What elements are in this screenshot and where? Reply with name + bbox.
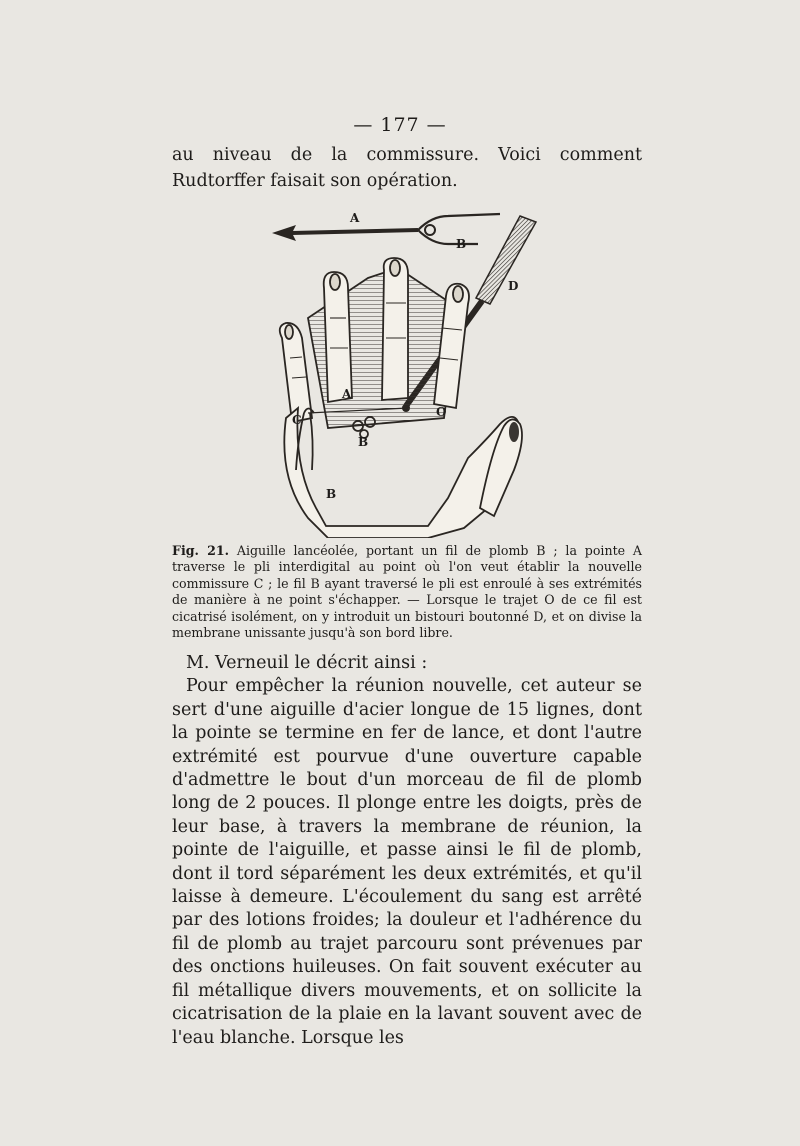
intro-paragraph [172, 142, 642, 194]
label-b-bottom: B [326, 487, 337, 501]
label-b-top: B [456, 237, 467, 251]
figure-hand-illustration [268, 208, 552, 538]
label-c: C [292, 413, 302, 427]
label-a-mid: A [342, 387, 352, 401]
caption-lead: Fig. 21. [172, 543, 230, 558]
caption-text: Aiguille lancéolée, portant un fil de plomb B ; la pointe A traverse le pli interdigital au point où l'on veut établir la nouvelle commissure C ; le fil B ayant traversé le pli est enroulé à ses extrémités de manière à ne point s'échapper. — Lorsque le trajet O de ce fil est cicatrisé isolément, on y introduit un bistouri boutonné D, et on divise la membrane unissante jusqu'à son bord libre. [172, 543, 642, 641]
figure-caption [172, 543, 642, 641]
label-b-mid: B [358, 435, 369, 449]
intro-text: au niveau de la commissure. Voici comment Rudtorffer faisait son opération. [172, 145, 642, 191]
body-paragraph-1: M. Verneuil le décrit ainsi : [186, 653, 428, 673]
body-text [172, 652, 642, 1050]
label-d: D [508, 279, 519, 293]
page-number: — 177 — [353, 114, 447, 136]
label-o: O [436, 405, 447, 419]
body-paragraph-2: Pour empêcher la réunion nouvelle, cet auteur se sert d'une aiguille d'acier longue de 15 lignes, dont la pointe se termine en fer de lance, et dont l'autre extrémité est pourvue d'une ouverture capable d'admettre le bout d'un morceau de fil de plomb long de 2 pouces. Il plonge entre les doigts, près de leur base, à travers la membrane de réunion, la pointe de l'aiguille, et passe ainsi le fil de plomb, dont il tord séparément les deux extrémités, et qu'il laisse à demeure. L'écoulement du sang est arrêté par des lotions froides; la douleur et l'adhérence du fil de plomb au trajet parcouru sont prévenues par des onctions huileuses. On fait souvent exécuter au fil métallique divers mouvements, et on sollicite la cicatrisation de la plaie en la lavant souvent avec de l'eau blanche. Lorsque les [172, 676, 642, 1048]
label-a-top: A [350, 211, 360, 225]
